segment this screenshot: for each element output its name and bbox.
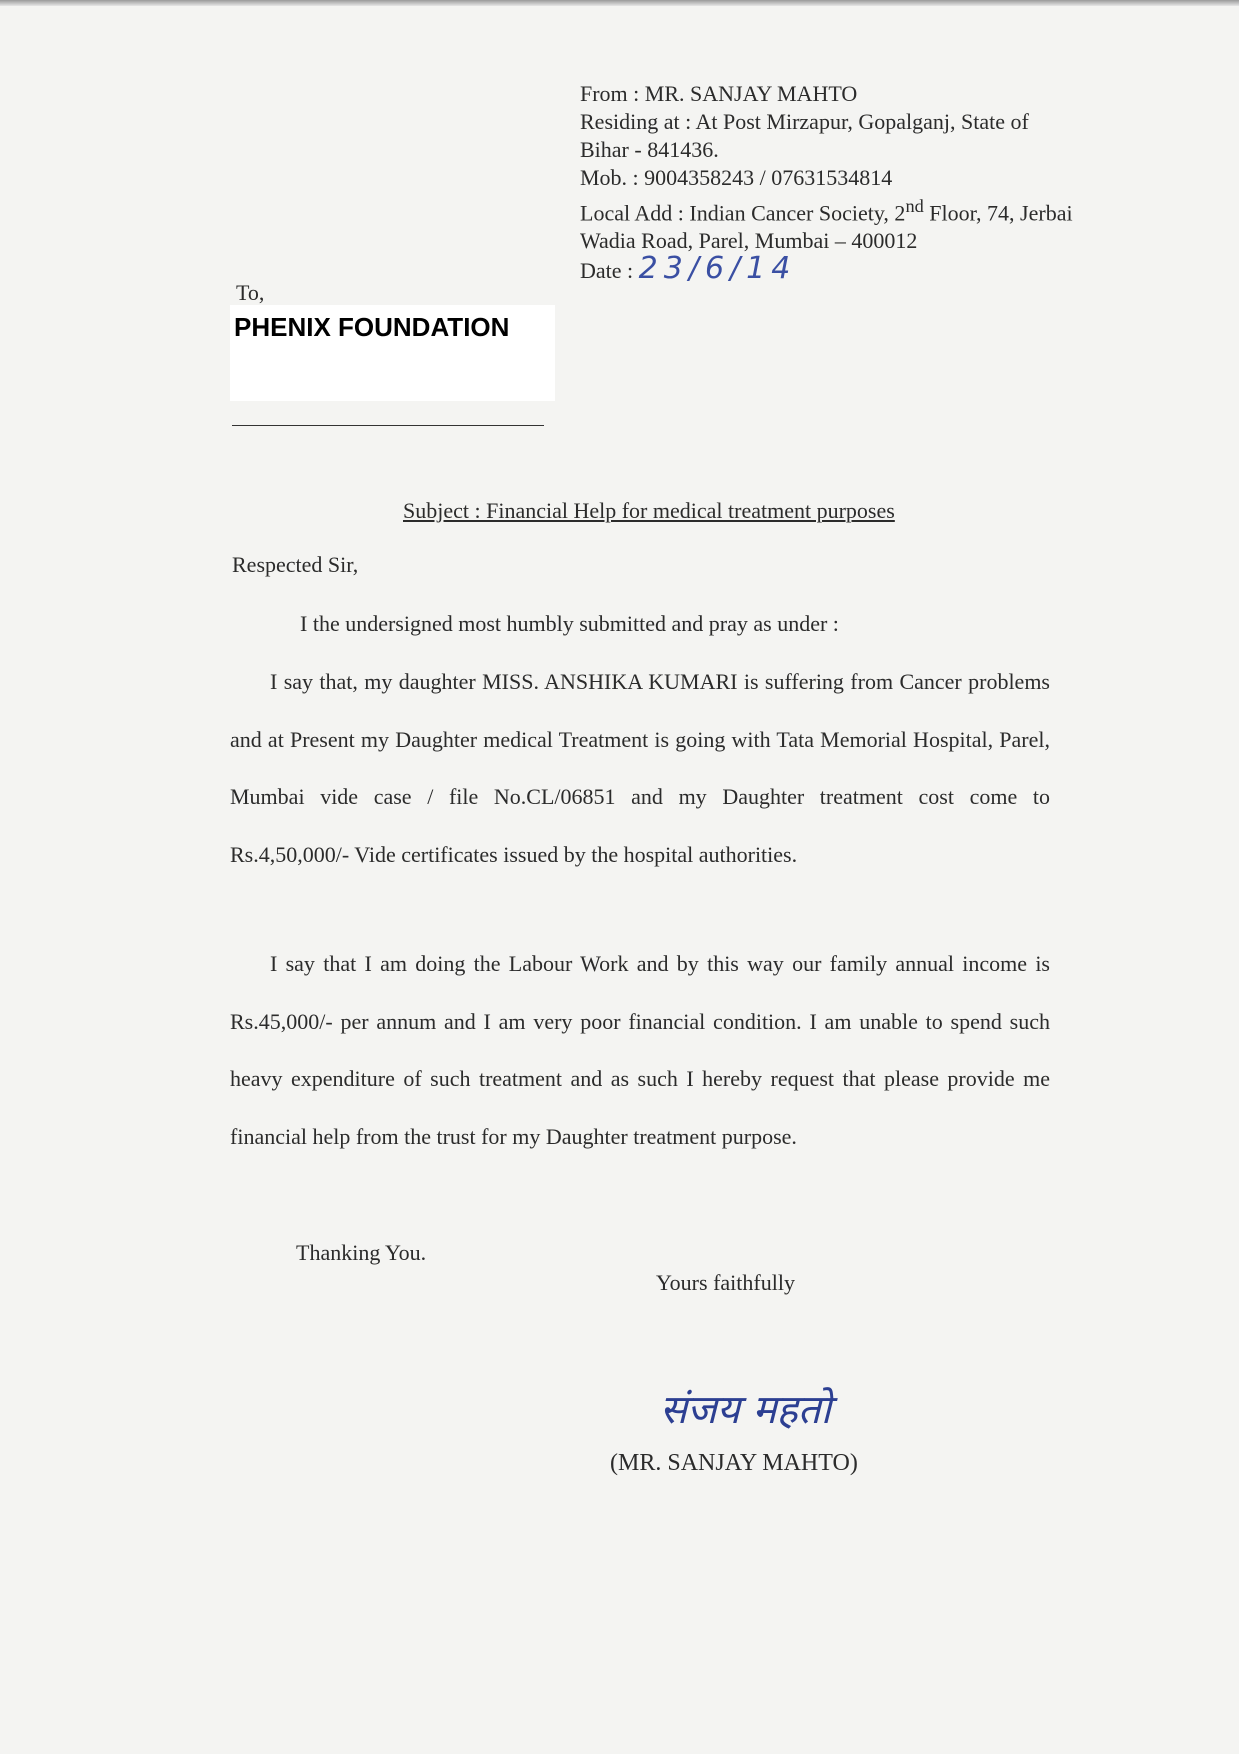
recipient-organization: PHENIX FOUNDATION — [234, 312, 510, 342]
sender-local-address-line-1: Local Add : Indian Cancer Society, 2nd Floor, 74, Jerbai — [580, 196, 1073, 226]
page-top-edge — [0, 0, 1239, 6]
paragraph-intro: I the undersigned most humbly submitted and pray as under : — [300, 611, 839, 636]
to-label: To, — [236, 280, 265, 305]
thanking-you: Thanking You. — [296, 1240, 427, 1265]
sender-from: From : MR. SANJAY MAHTO — [580, 81, 858, 106]
sender-mobile: Mob. : 9004358243 / 07631534814 — [580, 165, 893, 190]
date-handwritten: 23/6/14 — [638, 251, 797, 287]
sender-local-address-line-2: Wadia Road, Parel, Mumbai – 400012 — [580, 228, 918, 254]
signer-name: (MR. SANJAY MAHTO) — [610, 1450, 858, 1476]
paragraph-medical: I say that, my daughter MISS. ANSHIKA KUMARI is suffering from Cancer problems and at Present my Daughter medical Treatment is going with Tata Memorial Hospital, Parel, Mumbai vide case / file No.CL/06851 and my Daughter treatment cost come to Rs.4,50,000/- Vide certificates issued by the hospital authorities. — [230, 669, 1050, 867]
salutation: Respected Sir, — [232, 552, 359, 577]
subject-line: Subject : Financial Help for medical treatment purposes — [403, 498, 895, 523]
sender-residing-line-1: Residing at : At Post Mirzapur, Gopalganj, State of — [580, 109, 1029, 134]
paragraph-financial: I say that I am doing the Labour Work and by this way our family annual income is Rs.45,000/- per annum and I am very poor financial condition. I am unable to spend such heavy expenditure of such treatment and as such I hereby request that please provide me financial help from the trust for my Daughter treatment purpose. — [230, 951, 1050, 1149]
sender-date — [580, 251, 1073, 287]
closing-yours-faithfully: Yours faithfully — [656, 1270, 795, 1295]
date-label: Date : — [580, 258, 634, 284]
sender-block — [580, 80, 1073, 285]
signature: संजय महतो — [660, 1387, 831, 1433]
address-underline — [232, 425, 544, 426]
sender-residing-line-2: Bihar - 841436. — [580, 137, 719, 162]
